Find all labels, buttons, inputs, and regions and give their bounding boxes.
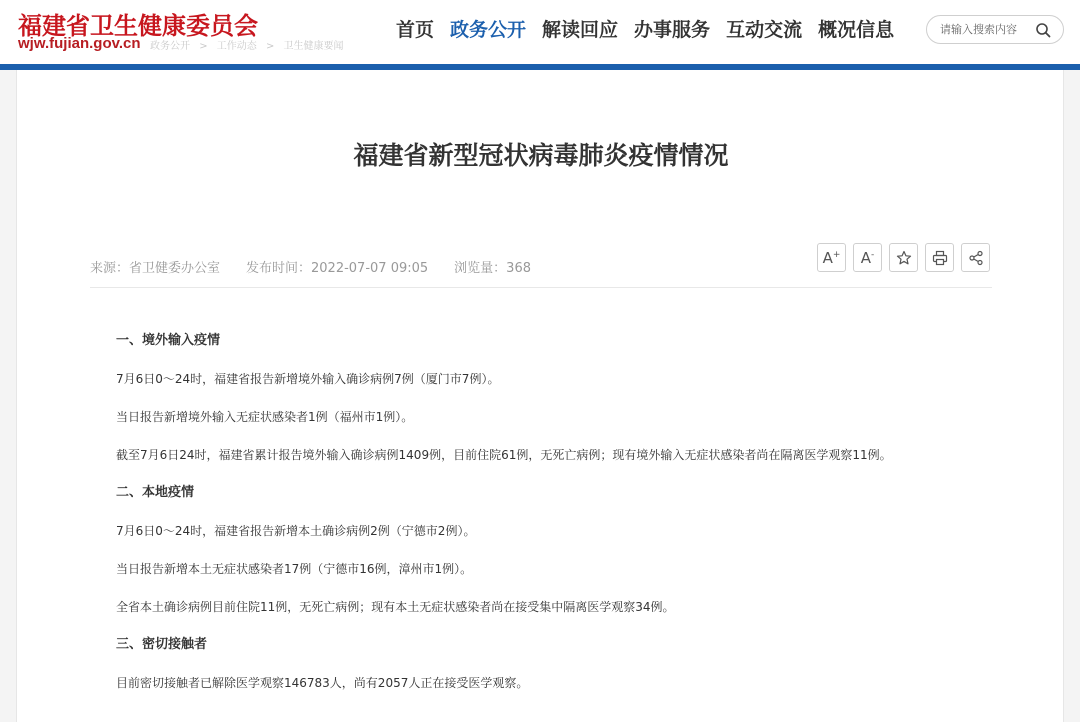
article-body: [116, 332, 996, 712]
font-increase-icon: A+: [822, 248, 841, 267]
article-source: 来源：省卫健委办公室: [90, 261, 221, 276]
font-decrease-button[interactable]: [853, 243, 882, 272]
search-input[interactable]: [940, 23, 1036, 36]
nav-item-interpretation[interactable]: 解读回应: [542, 19, 619, 41]
paragraph: 7月6日0～24时，福建省报告新增境外输入确诊病例7例（厦门市7例）。: [116, 372, 500, 386]
paragraph: 截至7月6日24时，福建省累计报告境外输入确诊病例1409例，目前住院61例，无死亡病例；现有境外输入无症状感染者尚在隔离医学观察11例。: [116, 448, 892, 462]
breadcrumb-separator: >: [199, 41, 208, 52]
share-icon: [968, 250, 984, 266]
section-heading: 三、密切接触者: [116, 637, 208, 652]
paragraph: 当日报告新增本土无症状感染者17例（宁德市16例，漳州市1例）。: [116, 562, 473, 576]
article-title: 福建省新型冠状病毒肺炎疫情情况: [353, 141, 729, 170]
site-logo-title[interactable]: 福建省卫生健康委员会: [18, 11, 258, 40]
nav-item-home[interactable]: 首页: [396, 19, 435, 41]
search-box: [926, 15, 1064, 44]
main-nav: [396, 15, 910, 42]
breadcrumb-item[interactable]: 工作动态: [216, 41, 257, 52]
print-button[interactable]: [925, 243, 954, 272]
font-decrease-icon: A-: [860, 248, 875, 267]
favorite-button[interactable]: [889, 243, 918, 272]
breadcrumb-separator: >: [265, 41, 275, 52]
search-icon[interactable]: [1035, 22, 1051, 38]
article-toolbar: [817, 243, 997, 272]
article-view-count: 浏览量：368: [454, 261, 531, 276]
site-header: [0, 0, 1080, 64]
site-logo-url[interactable]: wjw.fujian.gov.cn: [18, 35, 141, 52]
article-card: [16, 70, 1064, 722]
meta-divider: [90, 287, 992, 288]
nav-item-services[interactable]: 办事服务: [634, 19, 711, 41]
breadcrumb: [150, 37, 350, 52]
nav-item-overview[interactable]: 概况信息: [818, 19, 895, 41]
paragraph: 目前密切接触者已解除医学观察146783人，尚有2057人正在接受医学观察。: [116, 676, 529, 690]
share-button[interactable]: [961, 243, 990, 272]
section-heading: 二、本地疫情: [116, 485, 195, 500]
nav-item-interaction[interactable]: 互动交流: [726, 19, 803, 41]
breadcrumb-item[interactable]: 卫生健康要闻: [283, 41, 344, 52]
paragraph: 7月6日0～24时，福建省报告新增本土确诊病例2例（宁德市2例）。: [116, 524, 476, 538]
star-icon: [896, 250, 912, 266]
breadcrumb-item[interactable]: 政务公开: [150, 41, 190, 52]
article-meta: [90, 257, 557, 276]
nav-item-government-affairs[interactable]: 政务公开: [450, 19, 527, 41]
font-increase-button[interactable]: [817, 243, 846, 272]
print-icon: [932, 250, 948, 266]
paragraph: 当日报告新增境外输入无症状感染者1例（福州市1例）。: [116, 410, 414, 424]
section-heading: 一、境外输入疫情: [116, 333, 221, 348]
paragraph: 全省本土确诊病例目前住院11例，无死亡病例；现有本土无症状感染者尚在接受集中隔离医学观察34例。: [116, 600, 675, 614]
article-publish-time: 发布时间：2022-07-07 09:05: [246, 261, 429, 276]
